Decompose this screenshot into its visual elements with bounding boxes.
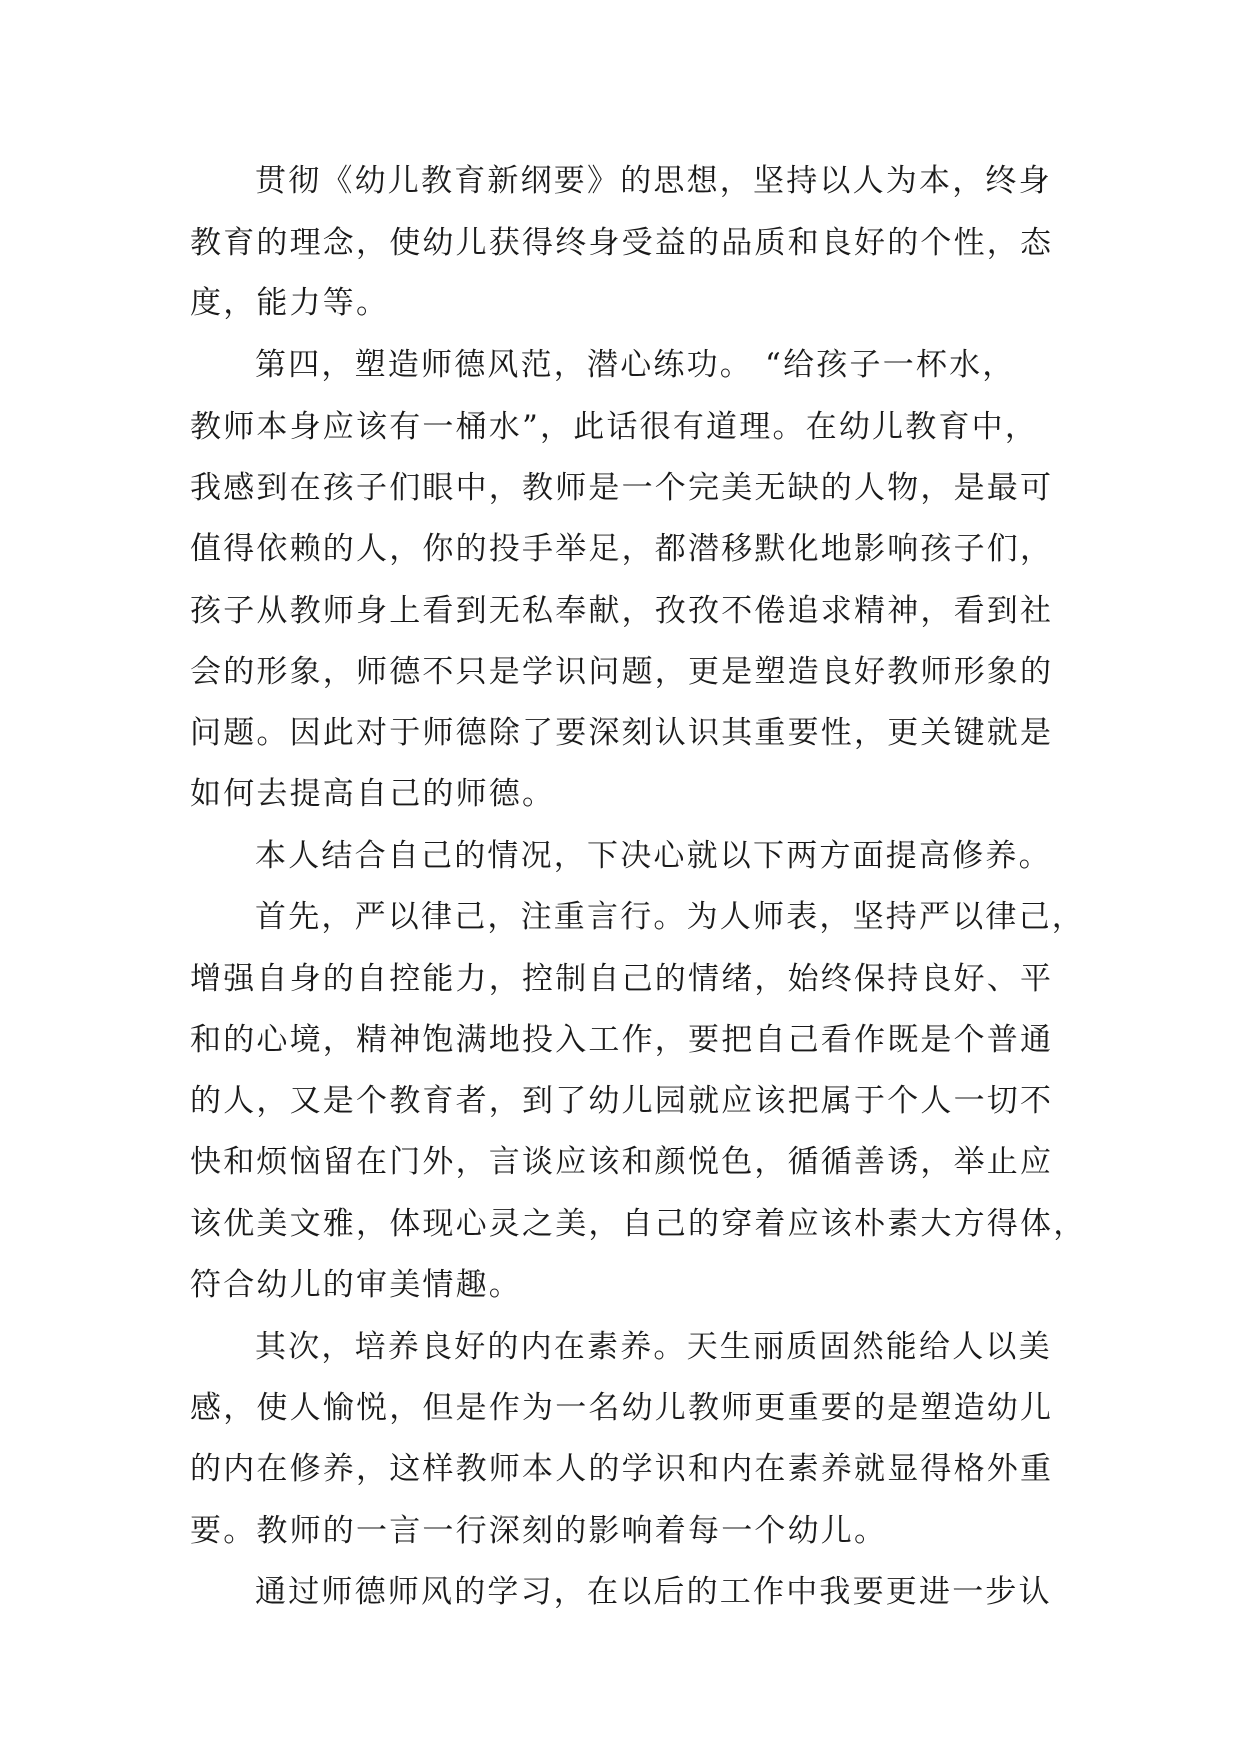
text-line: 符合幼儿的审美情趣。 (190, 1267, 522, 1303)
text-line: 的内在修养，这样教师本人的学识和内在素养就显得格外重 (190, 1451, 1054, 1487)
text-line: 我感到在孩子们眼中，教师是一个完美无缺的人物，是最可 (190, 470, 1054, 506)
text-line: 如何去提高自己的师德。 (190, 776, 556, 812)
text-line: 增强自身的自控能力，控制自己的情绪，始终保持良好、平 (190, 961, 1054, 997)
text-line: 值得依赖的人，你的投手举足，都潜移默化地影响孩子们， (190, 531, 1054, 567)
text-line: 其次，培养良好的内在素养。天生丽质固然能给人以美 (255, 1329, 1052, 1365)
text-line: 会的形象，师德不只是学识问题，更是塑造良好教师形象的 (190, 654, 1054, 690)
text-line: 该优美文雅，体现心灵之美，自己的穿着应该朴素大方得体， (190, 1206, 1087, 1242)
text-line: 首先，严以律己，注重言行。为人师表，坚持严以律己， (255, 899, 1085, 935)
text-line: 感，使人愉悦，但是作为一名幼儿教师更重要的是塑造幼儿 (190, 1390, 1054, 1426)
text-line: 和的心境，精神饱满地投入工作，要把自己看作既是个普通 (190, 1022, 1054, 1058)
text-line: 教师本身应该有一桶水”，此话很有道理。在幼儿教育中， (190, 409, 1039, 445)
text-line: 孩子从教师身上看到无私奉献，孜孜不倦追求精神，看到社 (190, 593, 1054, 629)
text-line: 本人结合自己的情况，下决心就以下两方面提高修养。 (255, 838, 1052, 874)
text-line: 贯彻《幼儿教育新纲要》的思想，坚持以人为本，终身 (255, 163, 1052, 199)
text-line: 的人，又是个教育者，到了幼儿园就应该把属于个人一切不 (190, 1083, 1054, 1119)
text-line: 问题。因此对于师德除了要深刻认识其重要性，更关键就是 (190, 715, 1054, 751)
text-line: 快和烦恼留在门外，言谈应该和颜悦色，循循善诱，举止应 (190, 1144, 1054, 1180)
text-line: 教育的理念，使幼儿获得终身受益的品质和良好的个性，态 (190, 225, 1054, 261)
text-line: 要。教师的一言一行深刻的影响着每一个幼儿。 (190, 1513, 888, 1549)
text-line: 第四，塑造师德风范，潜心练功。 “给孩子一杯水， (255, 347, 1016, 383)
text-line: 通过师德师风的学习，在以后的工作中我要更进一步认 (255, 1574, 1052, 1610)
text-line: 度，能力等。 (190, 285, 390, 321)
